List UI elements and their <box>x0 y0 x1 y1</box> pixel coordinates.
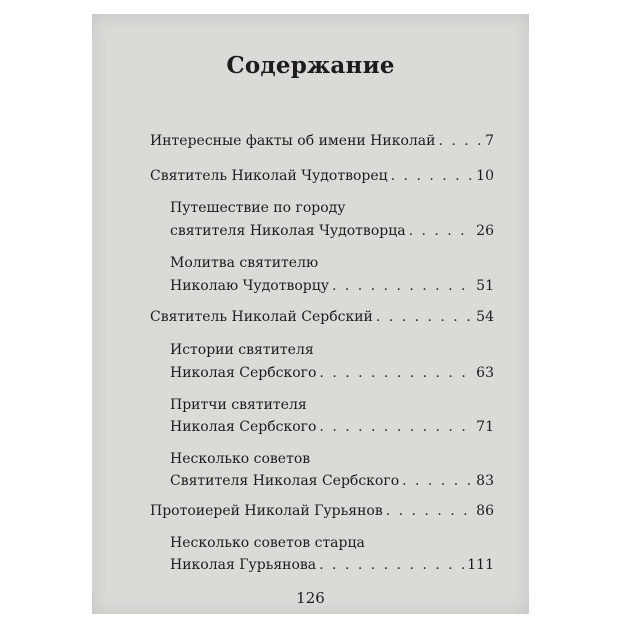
toc-subentry <box>170 418 494 436</box>
toc-subentry <box>170 364 494 382</box>
toc-entry <box>150 167 494 185</box>
toc-subentry-first-line: Истории святителя <box>170 342 314 358</box>
page-number: 126 <box>296 589 325 607</box>
toc-leader <box>409 222 474 240</box>
toc-subentry-first-line: Несколько советов <box>170 451 311 467</box>
toc-leader <box>438 132 482 150</box>
toc-entry <box>150 132 494 150</box>
toc-page-number: 111 <box>467 557 494 573</box>
toc-entry-title: Николаю Чудотворцу <box>170 278 329 294</box>
toc-entry-title: Протоиерей Николай Гурьянов <box>150 503 383 519</box>
toc-leader <box>402 472 473 490</box>
toc-page-number: 26 <box>476 223 494 239</box>
toc-subentry <box>170 277 494 295</box>
toc-page-number: 54 <box>476 309 494 325</box>
book-page <box>92 14 529 614</box>
toc-entry-title: Николая Сербского <box>170 365 317 381</box>
toc-subentry <box>170 556 494 574</box>
toc-leader <box>319 364 473 382</box>
toc-entry-title: Святитель Николай Чудотворец <box>150 168 388 184</box>
toc-leader <box>376 308 473 326</box>
toc-entry-title: Святителя Николая Сербского <box>170 473 400 489</box>
toc-entry-title: Интересные факты об имени Николай <box>150 133 436 149</box>
toc-page-number: 83 <box>476 473 494 489</box>
page-title: Содержание <box>226 52 395 79</box>
toc-page-number: 86 <box>476 503 494 519</box>
toc-entry <box>150 308 494 326</box>
toc-leader <box>386 502 473 520</box>
toc-leader <box>319 418 473 436</box>
toc-page-number: 71 <box>476 419 494 435</box>
toc-subentry-first-line: Молитва святителю <box>170 255 319 271</box>
toc-subentry-first-line: Путешествие по городу <box>170 200 346 216</box>
toc-subentry-first-line: Несколько советов старца <box>170 535 365 551</box>
toc-subentry <box>170 222 494 240</box>
toc-subentry-first-line: Притчи святителя <box>170 397 307 413</box>
toc-entry-title: Николая Гурьянова <box>170 557 317 573</box>
toc-entry <box>150 502 494 520</box>
toc-entry-title: Святитель Николай Сербский <box>150 309 373 325</box>
toc-entry-title: святителя Николая Чудотворца <box>170 223 406 239</box>
toc-page-number: 51 <box>476 278 494 294</box>
toc-subentry <box>170 472 494 490</box>
toc-page-number: 7 <box>485 133 494 149</box>
toc-leader <box>391 167 474 185</box>
toc-leader <box>319 556 464 574</box>
toc-entry-title: Николая Сербского <box>170 419 317 435</box>
toc-leader <box>332 277 473 295</box>
toc-page-number: 10 <box>476 168 494 184</box>
toc-page-number: 63 <box>476 365 494 381</box>
